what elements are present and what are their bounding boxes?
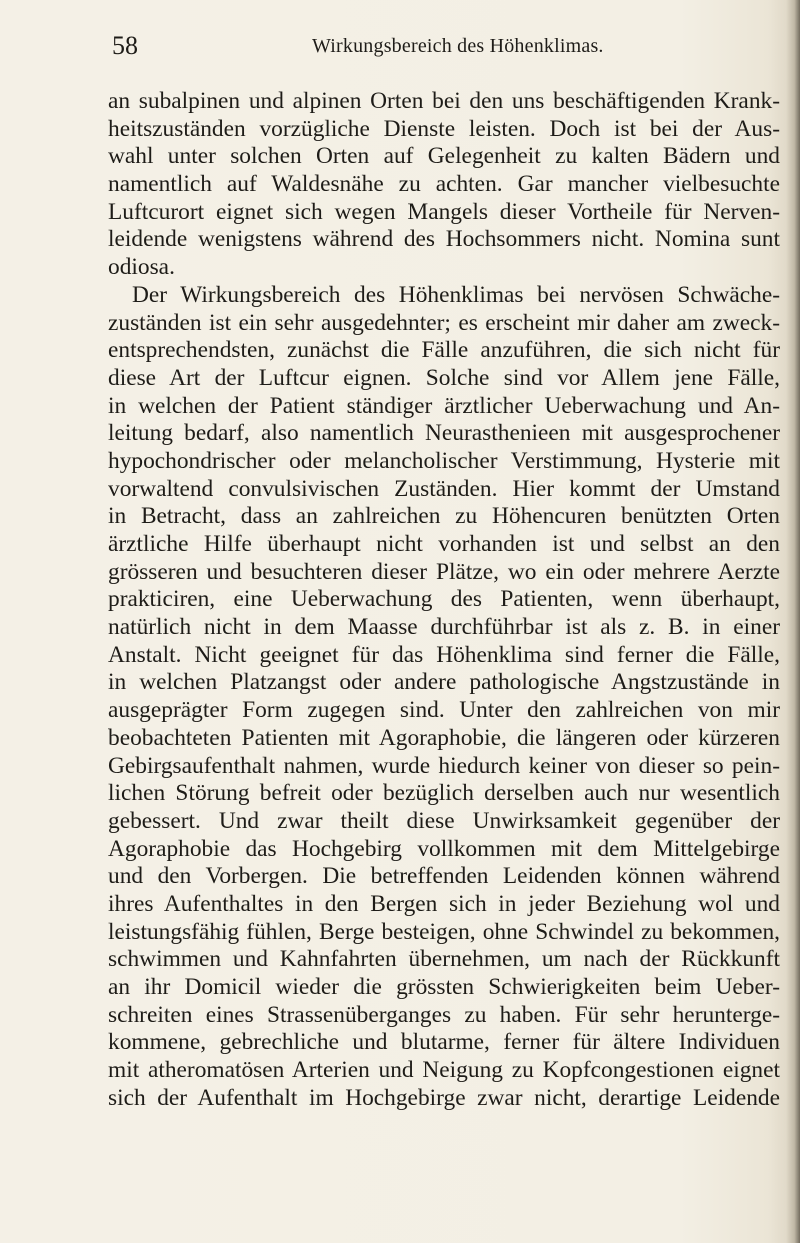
- text-line: Anstalt. Nicht geeignet für das Höhenklima sind ferner die Fälle,: [108, 641, 780, 668]
- text-line: odiosa.: [108, 254, 175, 281]
- page-number: 58: [112, 31, 138, 60]
- running-head: [112, 30, 652, 62]
- text-line: an subalpinen und alpinen Orten bei den uns beschäftigenden Krank-: [108, 88, 780, 114]
- text-line: beobachteten Patienten mit Agoraphobie, die längeren oder kürzeren: [108, 724, 780, 751]
- text-line: prakticiren, eine Ueberwachung des Patienten, wenn überhaupt,: [108, 586, 780, 613]
- running-title: Wirkungsbereich des Höhenklimas.: [312, 35, 604, 57]
- text-line: in Betracht, dass an zahlreichen zu Höhencuren benützten Orten: [108, 503, 780, 530]
- text-line: natürlich nicht in dem Maasse durchführbar ist als z. B. in einer: [108, 614, 780, 641]
- text-line: an ihr Domicil wieder die grössten Schwierigkeiten beim Ueber-: [108, 974, 780, 1000]
- body-text: [108, 88, 780, 1112]
- text-line: in welchen Platzangst oder andere pathologische Angstzustände in: [108, 669, 780, 696]
- text-line: zuständen ist ein sehr ausgedehnter; es erscheint mir daher am zweck-: [108, 309, 780, 336]
- text-line: schreiten eines Strassenüberganges zu haben. Für sehr herunterge-: [108, 1001, 780, 1028]
- text-line: ärztliche Hilfe überhaupt nicht vorhanden ist und selbst an den: [108, 531, 780, 557]
- text-line: Agoraphobie das Hochgebirg vollkommen mit dem Mittelgebirge: [108, 835, 780, 862]
- text-line: Luftcurort eignet sich wegen Mangels dieser Vortheile für Nerven-: [108, 198, 780, 225]
- text-line: vorwaltend convulsivischen Zuständen. Hier kommt der Umstand: [108, 475, 780, 502]
- text-line: schwimmen und Kahnfahrten übernehmen, um nach der Rückkunft: [108, 946, 780, 973]
- text-line: grösseren und besuchteren dieser Plätze, wo ein oder mehrere Aerzte: [108, 558, 780, 585]
- text-line: Gebirgsaufenthalt nahmen, wurde hiedurch keiner von dieser so pein-: [108, 752, 780, 779]
- text-line: und den Vorbergen. Die betreffenden Leidenden können während: [108, 863, 780, 890]
- text-line: heitszuständen vorzügliche Dienste leisten. Doch ist bei der Aus-: [108, 115, 780, 142]
- text-line: in welchen der Patient ständiger ärztlicher Ueberwachung und An-: [108, 392, 780, 419]
- text-line: mit atheromatösen Arterien und Neigung zu Kopfcongestionen eignet: [108, 1057, 780, 1084]
- text-line: ausgeprägter Form zugegen sind. Unter den zahlreichen von mir: [108, 697, 780, 724]
- text-line: lichen Störung befreit oder bezüglich derselben auch nur wesentlich: [108, 780, 780, 807]
- text-line: ihres Aufenthaltes in den Bergen sich in jeder Beziehung wol und: [108, 890, 780, 917]
- text-line: leistungsfähig fühlen, Berge besteigen, ohne Schwindel zu bekommen,: [108, 918, 780, 945]
- text-line: diese Art der Luftcur eignen. Solche sind vor Allem jene Fälle,: [108, 364, 780, 391]
- page-edge-shadow: [786, 0, 800, 1243]
- text-line: kommene, gebrechliche und blutarme, ferner für ältere Individuen: [108, 1029, 780, 1056]
- text-line: gebessert. Und zwar theilt diese Unwirksamkeit gegenüber der: [108, 807, 780, 834]
- text-line: sich der Aufenthalt im Hochgebirge zwar nicht, derartige Leidende: [108, 1084, 780, 1111]
- text-line: hypochondrischer oder melancholischer Verstimmung, Hysterie mit: [108, 447, 780, 474]
- text-line: leidende wenigstens während des Hochsommers nicht. Nomina sunt: [108, 226, 780, 253]
- text-line: entsprechendsten, zunächst die Fälle anzuführen, die sich nicht für: [108, 337, 780, 364]
- text-line: namentlich auf Waldesnähe zu achten. Gar mancher vielbesuchte: [108, 171, 780, 198]
- paragraph-start-line: Der Wirkungsbereich des Höhenklimas bei nervösen Schwäche-: [132, 281, 780, 308]
- text-line: leitung bedarf, also namentlich Neurasthenieen mit ausgesprochener: [108, 420, 780, 447]
- text-line: wahl unter solchen Orten auf Gelegenheit zu kalten Bädern und: [108, 143, 780, 170]
